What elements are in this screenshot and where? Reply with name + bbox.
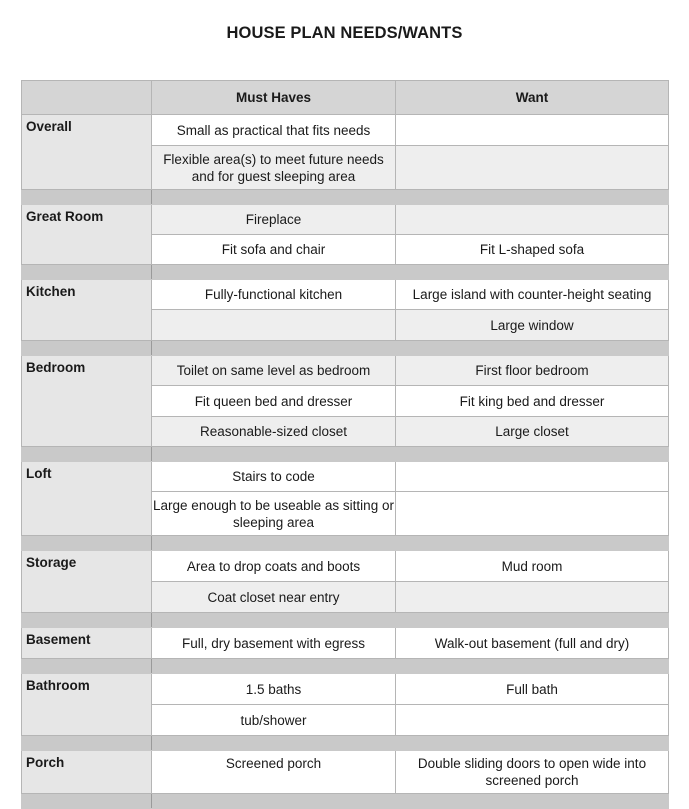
must-cell: Flexible area(s) to meet future needs and for guest sleeping area [152,146,396,190]
table-row [22,462,669,492]
category-loft: Loft [22,462,152,536]
category-bedroom: Bedroom [22,356,152,447]
header-category-cell [22,81,152,115]
header-must-haves: Must Haves [152,81,396,115]
must-cell: Coat closet near entry [152,582,396,613]
want-cell: Walk-out basement (full and dry) [396,628,669,659]
page-title: HOUSE PLAN NEEDS/WANTS [226,24,463,42]
table-row [22,280,669,310]
want-cell [396,582,669,613]
want-cell [396,115,669,146]
want-cell [396,205,669,235]
want-cell: Large island with counter-height seating [396,280,669,310]
must-cell: Reasonable-sized closet [152,417,396,447]
header-want: Want [396,81,669,115]
section-separator [22,190,669,205]
want-cell: Fit L-shaped sofa [396,235,669,265]
must-cell: tub/shower [152,705,396,736]
table-row [22,205,669,235]
must-cell: Small as practical that fits needs [152,115,396,146]
want-cell: Large closet [396,417,669,447]
category-kitchen: Kitchen [22,280,152,341]
want-cell: Double sliding doors to open wide into screened porch [396,751,669,794]
must-cell: Fully-functional kitchen [152,280,396,310]
category-overall: Overall [22,115,152,190]
category-bathroom: Bathroom [22,674,152,736]
section-separator [22,659,669,674]
must-cell: Stairs to code [152,462,396,492]
section-separator [22,341,669,356]
must-cell: 1.5 baths [152,674,396,705]
must-cell: Fireplace [152,205,396,235]
table-row [22,674,669,705]
section-separator [22,536,669,551]
want-cell: Full bath [396,674,669,705]
table-row [22,115,669,146]
category-basement: Basement [22,628,152,659]
want-cell: First floor bedroom [396,356,669,386]
must-cell: Toilet on same level as bedroom [152,356,396,386]
category-porch: Porch [22,751,152,794]
table-row [22,751,669,794]
category-storage: Storage [22,551,152,613]
must-cell: Area to drop coats and boots [152,551,396,582]
table-header-row [22,81,669,115]
must-cell: Screened porch [152,751,396,794]
want-cell: Large window [396,310,669,341]
want-cell [396,705,669,736]
section-separator [22,265,669,280]
section-separator [22,736,669,751]
category-great-room: Great Room [22,205,152,265]
want-cell: Fit king bed and dresser [396,386,669,417]
must-cell: Full, dry basement with egress [152,628,396,659]
table-row [22,628,669,659]
want-cell [396,462,669,492]
section-separator [22,613,669,628]
table-row [22,356,669,386]
needs-wants-table [21,80,669,809]
must-cell [152,310,396,341]
want-cell [396,146,669,190]
want-cell [396,492,669,536]
must-cell: Fit queen bed and dresser [152,386,396,417]
must-cell: Large enough to be useable as sitting or sleeping area [152,492,396,536]
table-row [22,551,669,582]
section-separator [22,794,669,809]
section-separator [22,447,669,462]
want-cell: Mud room [396,551,669,582]
must-cell: Fit sofa and chair [152,235,396,265]
